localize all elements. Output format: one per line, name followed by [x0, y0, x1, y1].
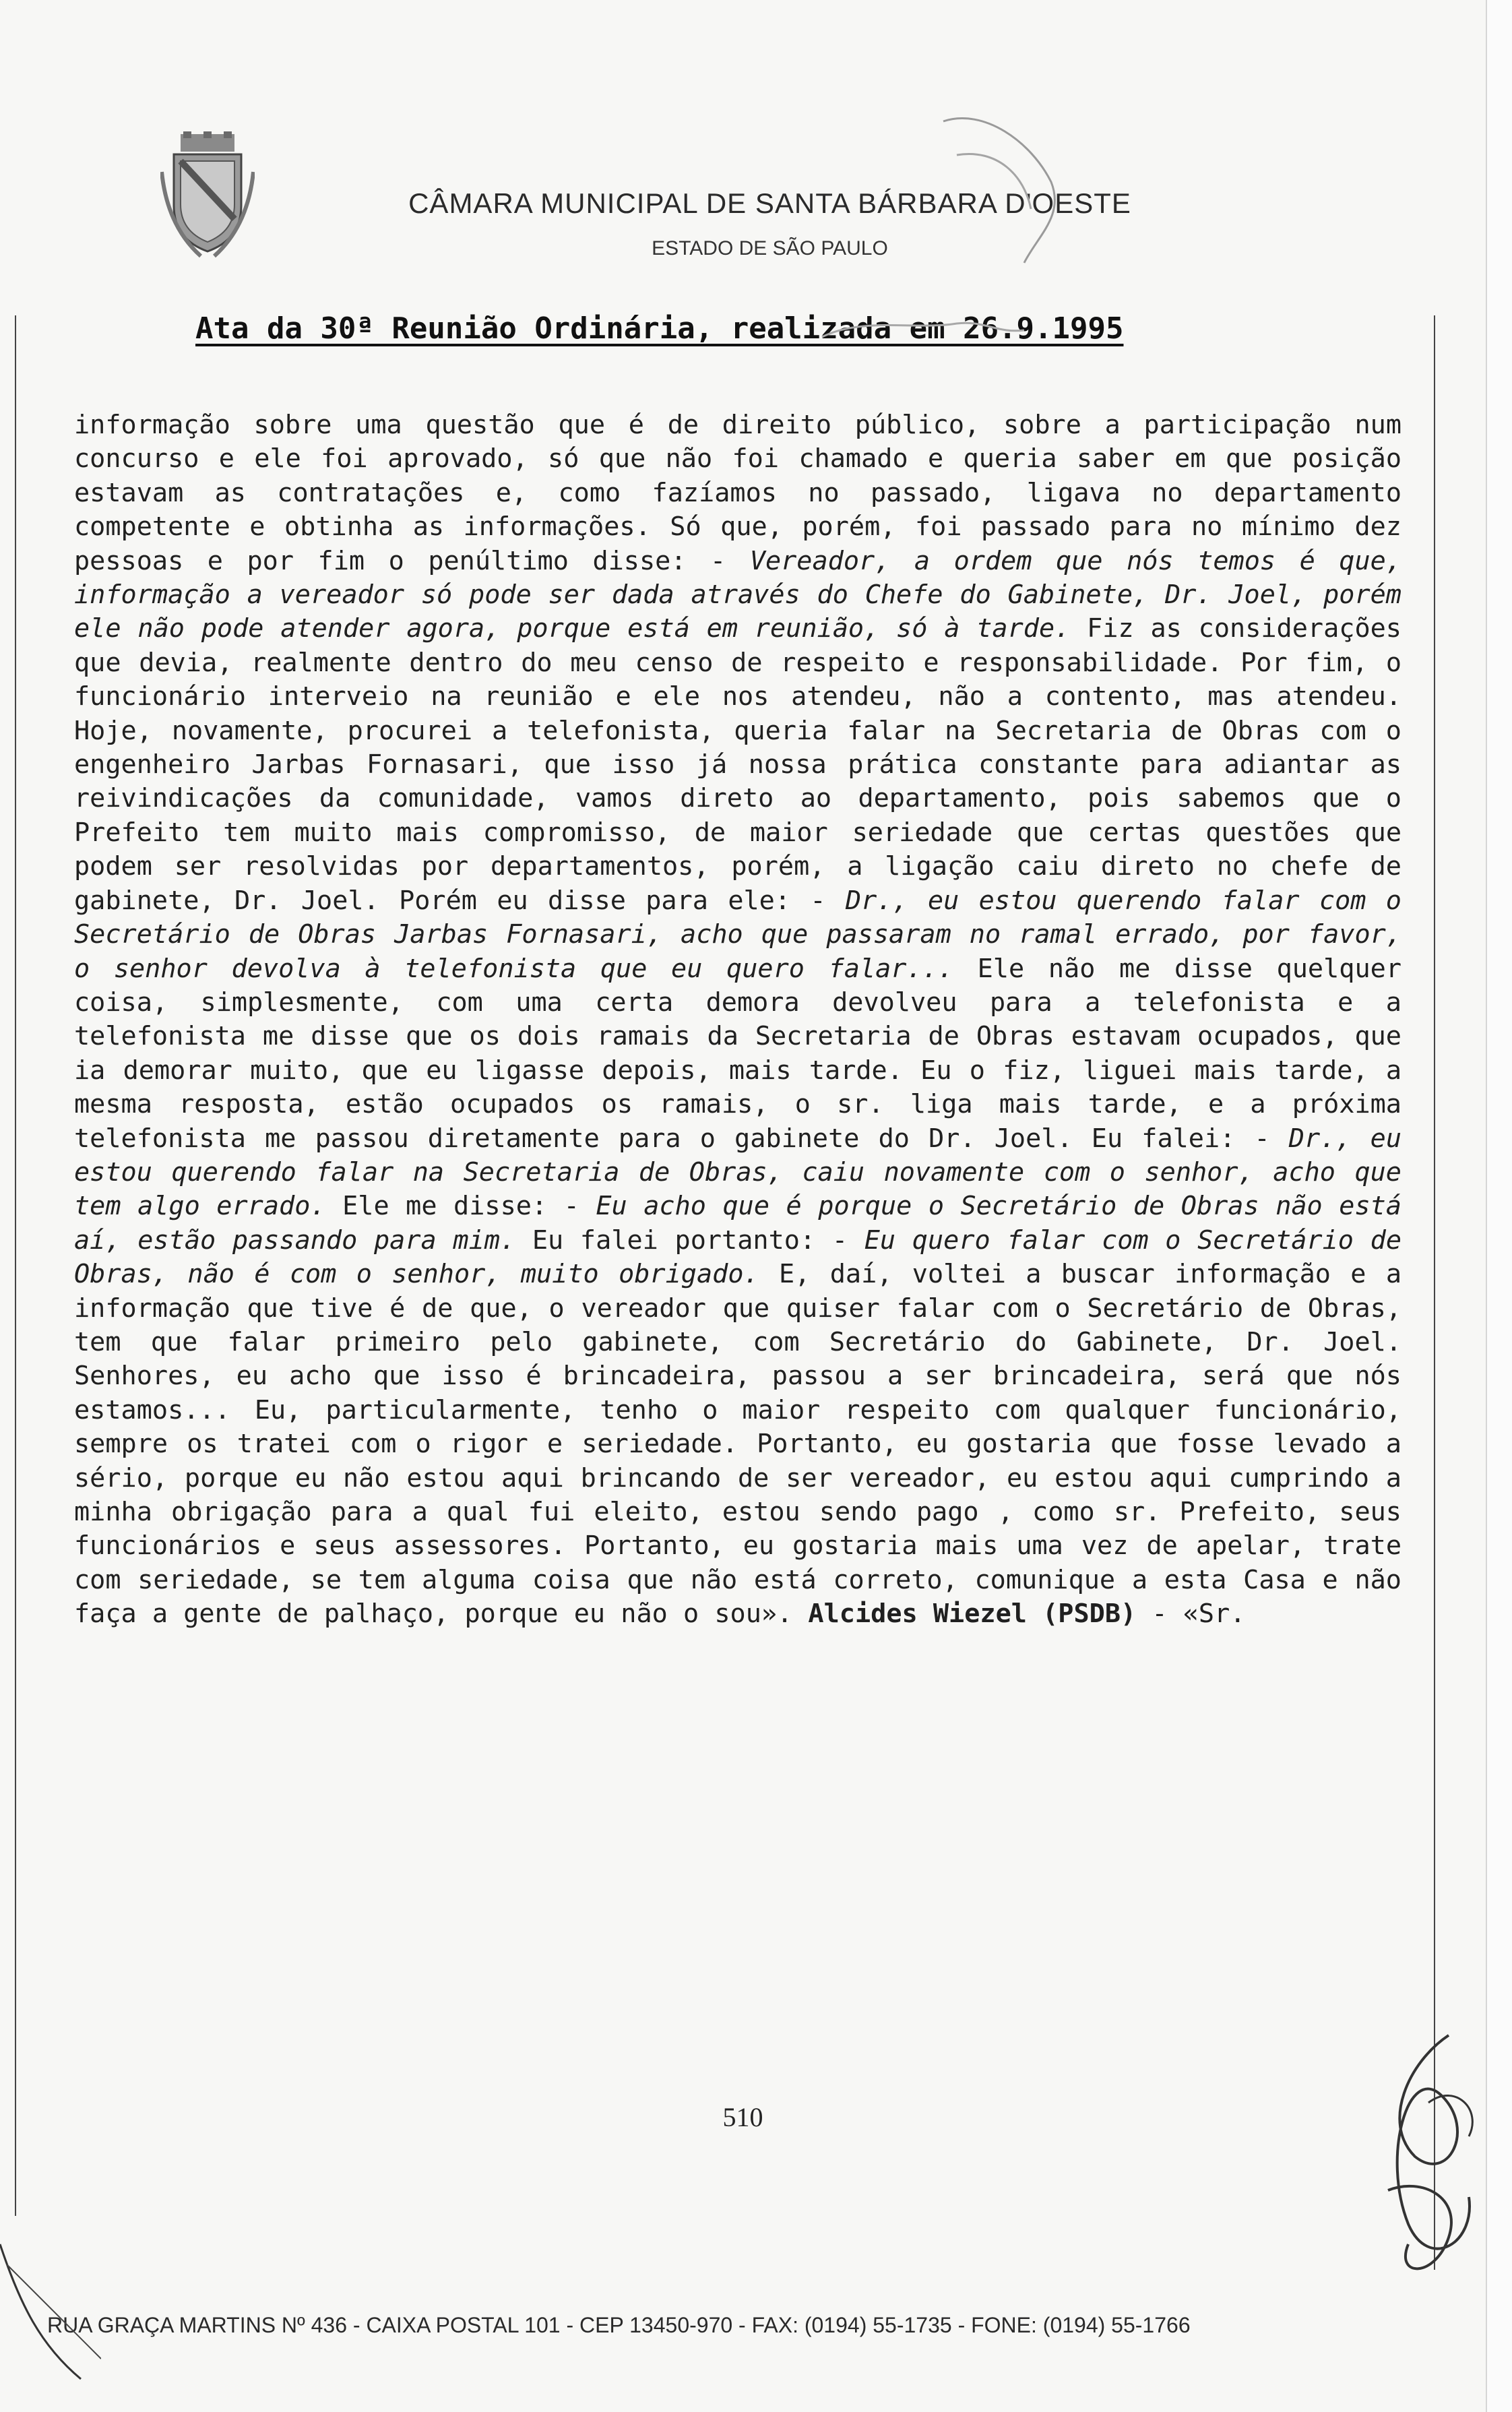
address-footer: RUA GRAÇA MARTINS Nº 436 - CAIXA POSTAL 101 - CEP 13450-970 - FAX: (0194) 55-1735 - FONE: (0194) 55-1766: [47, 2313, 1191, 2337]
body-text-segment: Ele não me disse quelquer coisa, simplesmente, com uma certa demora devolveu para a telefonista e a telefonista me disse que os dois ramais da Secretaria de Obras estavam ocupados, que ia demorar muito, que eu ligasse depois, mais tarde. Eu o fiz, liguei mais tarde, a mesma resposta, estão ocupados os ramais, o sr. liga mais tarde, e a próxima telefonista me passou diretamente para o gabinete do Dr. Joel. Eu falei: -: [74, 953, 1402, 1154]
body-text-segment: - «Sr.: [1136, 1599, 1246, 1630]
quoted-speech: Eu acho que é porque o Secretário de Obras não está aí, estão passando para mim.: [74, 1191, 1401, 1256]
body-text-segment: E, daí, voltei a buscar informação e a informação que tive é de que, o vereador que quiser falar com o Secretário de Obras, tem que falar primeiro pelo gabinete, com Secretário do Gabinete, Dr. Joel. Senhores, eu acho que isso é brincadeira, passou a ser brincadeira, será que nós estamos... Eu, particularmente, tenho o maior respeito com qualquer funcionário, sempre os tratei com o rigor e seriedade. Portanto, eu gostaria que fosse levado a sério, porque eu não estou aqui brincando de ser vereador, eu estou aqui cumprindo a minha obrigação para a qual fui eleito, estou sendo pago , como sr. Prefeito, seus funcionários e seus assessores. Portanto, eu gostaria mais uma vez de apelar, trate com seriedade, se tem alguma coisa que não está correto, comunique a esta Casa e não faça a gente de palhaço, porque eu não o sou».: [74, 1259, 1401, 1630]
body-text-segment: Fiz as considerações que devia, realmente dentro do meu censo de respeito e responsabilidade. Por fim, o funcionário interveio na reunião e ele nos atendeu, não a contento, mas atendeu. Hoje, novamente, procurei a telefonista, queria falar na Secretaria de Obras com o engenheiro Jarbas Fornasari, que isso já nossa prática constante para adiantar as reivindicações da comunidade, vamos direto ao departamento, pois sabemos que o Prefeito tem muito mais compromisso, de maior seriedade que certas questões que podem ser resolvidas por departamentos, porém, a ligação caiu direto no chefe de gabinete, Dr. Joel. Porém eu disse para ele: -: [74, 613, 1401, 916]
body-text-segment: informação sobre uma questão que é de direito público, sobre a participação num concurso e ele foi aprovado, só que não foi chamado e queria saber em que posição estavam as contratações e, como fazíamos no passado, ligava no departamento competente e obtinha as informações. Só que, porém, foi passado para no mínimo dez pessoas e por fim o penúltimo disse: -: [74, 410, 1401, 576]
body-text-segment: Ele me disse: -: [325, 1191, 596, 1222]
quoted-speech: Vereador, a ordem que nós temos é que, informação a vereador só pode ser dada através do Chefe do Gabinete, Dr. Joel, porém ele não pode atender agora, porque está em reunião, só à tarde.: [74, 545, 1401, 644]
page-edge-margin: [1486, 0, 1512, 2412]
quoted-speech: Eu quero falar com o Secretário de Obras, não é com o senhor, muito obrigado.: [74, 1225, 1402, 1290]
minute-body: [74, 408, 1401, 1632]
handwritten-signature-marks: [1368, 2022, 1486, 2305]
quoted-speech: Dr., eu estou querendo falar na Secretaria de Obras, caiu novamente com o senhor, acho que tem algo errado.: [74, 1123, 1402, 1222]
page-number: 510: [722, 2102, 763, 2132]
quoted-speech: Dr., eu estou querendo falar com o Secretário de Obras Jarbas Fornasari, acho que passaram no ramal errado, por favor, o senhor devolva à telefonista que eu quero falar...: [74, 885, 1401, 984]
institution-state: ESTADO DE SÃO PAULO: [652, 237, 888, 259]
body-text-segment: Eu falei portanto: -: [515, 1225, 864, 1256]
speaker-name: Alcides Wiezel (PSDB): [808, 1599, 1137, 1630]
minute-title: Ata da 30ª Reunião Ordinária, realizada em 26.9.1995: [195, 311, 1124, 346]
right-margin-rule: [1434, 315, 1435, 2270]
body-paragraph: [74, 408, 1401, 1632]
institution-name: CÂMARA MUNICIPAL DE SANTA BÁRBARA D'OESTE: [408, 187, 1131, 219]
left-margin-rule: [15, 315, 16, 2216]
